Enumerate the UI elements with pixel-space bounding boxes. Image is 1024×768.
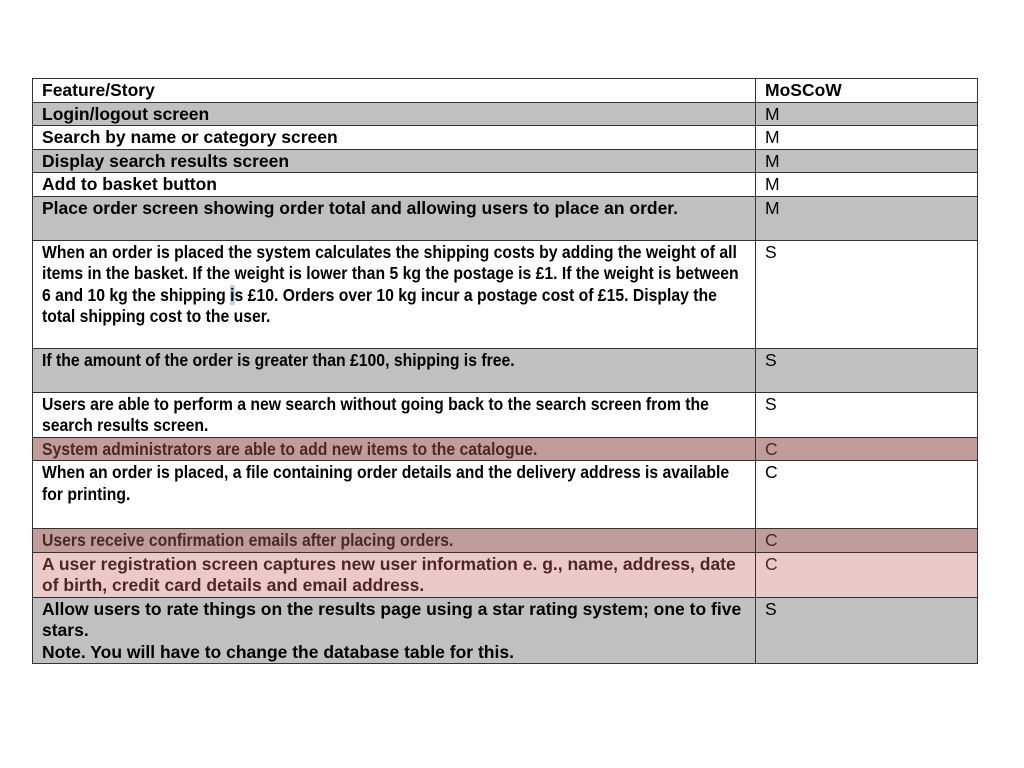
table-header-row: [33, 79, 978, 103]
priority-cell: C: [756, 529, 978, 553]
feature-cell: [33, 348, 756, 392]
table-row-highlighted: [33, 437, 978, 461]
table-row: [33, 102, 978, 126]
priority-cell: S: [756, 392, 978, 437]
priority-cell: S: [756, 240, 978, 348]
feature-text-after: s £10. Orders over 10 kg incur a postage cost of £15. Display the total shipping cost to the user.: [42, 284, 717, 326]
table-row: [33, 196, 978, 240]
text-selection: i: [230, 284, 235, 305]
table-row: [33, 348, 978, 392]
table-row: [33, 461, 978, 529]
moscow-table: [32, 78, 978, 664]
feature-cell: [33, 461, 756, 529]
feature-cell: Add to basket button: [33, 173, 756, 197]
feature-cell: A user registration screen captures new user information e. g., name, address, date of birth, credit card details and email address.: [33, 552, 756, 597]
table-row-highlighted: [33, 529, 978, 553]
feature-text: When an order is placed, a file containing order details and the delivery address is available for printing.: [42, 462, 730, 504]
feature-cell: [33, 437, 756, 461]
priority-cell: C: [756, 437, 978, 461]
feature-cell: Login/logout screen: [33, 102, 756, 126]
priority-cell: M: [756, 126, 978, 150]
feature-cell: Display search results screen: [33, 149, 756, 173]
header-feature-label: Feature/Story: [42, 80, 155, 100]
table-row: [33, 392, 978, 437]
feature-text: Users are able to perform a new search without going back to the search screen from the search results screen.: [42, 393, 709, 435]
feature-note: Note. You will have to change the database table for this.: [42, 641, 514, 662]
header-feature-story: [33, 79, 756, 103]
priority-cell: C: [756, 461, 978, 529]
priority-cell: S: [756, 348, 978, 392]
feature-text: Users receive confirmation emails after placing orders.: [42, 530, 454, 550]
feature-text-before: When an order is placed the system calculates the shipping costs by adding the weight of all items in the basket. If the weight is lower than 5 kg the postage is £1. If the weight is between 6 and 10 kg the shipping: [42, 241, 739, 305]
priority-cell: M: [756, 173, 978, 197]
table-row: [33, 149, 978, 173]
priority-cell: M: [756, 149, 978, 173]
table-row: [33, 597, 978, 664]
priority-cell: M: [756, 102, 978, 126]
feature-cell: [33, 529, 756, 553]
priority-cell: C: [756, 552, 978, 597]
feature-cell: [33, 392, 756, 437]
feature-text: System administrators are able to add new items to the catalogue.: [42, 438, 538, 459]
feature-cell: [33, 240, 756, 348]
table-row: [33, 173, 978, 197]
feature-text: If the amount of the order is greater than £100, shipping is free.: [42, 349, 515, 370]
feature-cell: Place order screen showing order total and allowing users to place an order.: [33, 196, 756, 240]
header-moscow: [756, 79, 978, 103]
feature-cell: Search by name or category screen: [33, 126, 756, 150]
feature-line: Allow users to rate things on the results page using a star rating system; one to five stars.: [42, 598, 742, 640]
priority-cell: S: [756, 597, 978, 664]
table-row: [33, 240, 978, 348]
feature-cell: [33, 597, 756, 664]
priority-cell: M: [756, 196, 978, 240]
header-moscow-label: MoSCoW: [765, 80, 842, 100]
table-row-highlighted: [33, 552, 978, 597]
table-row: [33, 126, 978, 150]
feature-text: [42, 242, 746, 328]
